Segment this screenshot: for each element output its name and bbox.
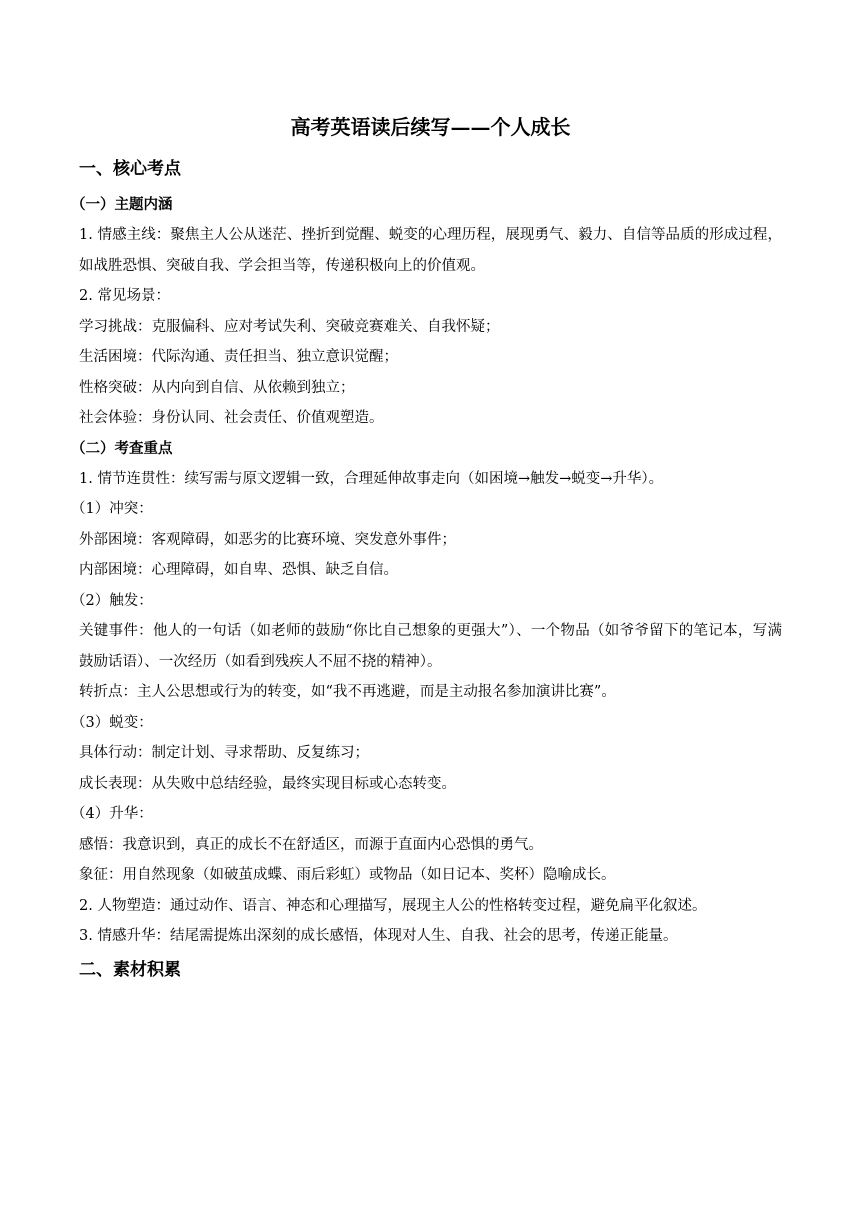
- section-heading-material-accumulation: 二、素材积累: [79, 959, 181, 980]
- subsection-heading-theme: （一）主题内涵: [71, 196, 173, 213]
- paragraph-life-difficulty: 生活困境：代际沟通、责任担当、独立意识觉醒；: [79, 349, 398, 365]
- paragraph-external-difficulty: 外部困境：客观障碍，如恶劣的比赛环境、突发意外事件；: [79, 531, 456, 548]
- paragraph-symbolism: 象征：用自然现象（如破茧成蝶、雨后彩虹）或物品（如日记本、奖杯）隐喻成长。: [79, 867, 616, 883]
- paragraph-internal-difficulty: 内部困境：心理障碍，如自卑、恐惧、缺乏自信。: [79, 562, 398, 578]
- paragraph-character-shaping: 2. 人物塑造：通过动作、语言、神态和心理描写，展现主人公的性格转变过程，避免扁平化叙述。: [79, 897, 707, 914]
- paragraph-social-experience: 社会体验：身份认同、社会责任、价值观塑造。: [79, 410, 384, 426]
- paragraph-emotional-sublimation: 3. 情感升华：结尾需提炼出深刻的成长感悟，体现对人生、自我、社会的思考，传递正能量。: [79, 928, 678, 944]
- paragraph-plot-coherence: 1. 情节连贯性：续写需与原文逻辑一致，合理延伸故事走向（如困境→触发→蜕变→升华）。: [79, 470, 664, 487]
- paragraph-key-event: 关键事件：他人的一句话（如老师的鼓励“你比自己想象的更强大”）、一个物品（如爷爷留下的笔记本，写满鼓励话语）、一次经历（如看到残疾人不屈不挠的精神）。: [79, 623, 782, 670]
- subpoint-conflict: （1）冲突：: [71, 501, 153, 517]
- paragraph-growth-performance: 成长表现：从失败中总结经验，最终实现目标或心态转变。: [79, 775, 456, 792]
- paragraph-realization: 感悟：我意识到，真正的成长不在舒适区，而源于直面内心恐惧的勇气。: [79, 836, 543, 853]
- subpoint-trigger: （2）触发：: [71, 592, 153, 609]
- section-heading-core-points: 一、核心考点: [79, 159, 181, 179]
- subpoint-transformation: （3）蜕变：: [71, 714, 153, 731]
- paragraph-common-scenes: 2. 常见场景：: [79, 288, 170, 304]
- paragraph-study-challenge: 学习挑战：克服偏科、应对考试失利、突破竞赛难关、自我怀疑；: [79, 318, 500, 335]
- paragraph-emotional-mainline: 1. 情感主线：聚焦主人公从迷茫、挫折到觉醒、蜕变的心理历程，展现勇气、毅力、自信等品质的形成过程，如战胜恐惧、突破自我、学会担当等，传递积极向上的价值观。: [79, 227, 782, 274]
- paragraph-turning-point: 转折点：主人公思想或行为的转变，如“我不再逃避，而是主动报名参加演讲比赛”。: [79, 684, 616, 700]
- paragraph-concrete-actions: 具体行动：制定计划、寻求帮助、反复练习；: [79, 745, 369, 761]
- subpoint-sublimation: （4）升华：: [71, 806, 153, 822]
- subsection-heading-key-points: （二）考查重点: [71, 439, 173, 457]
- document-title: 高考英语读后续写——个人成长: [290, 115, 571, 139]
- paragraph-character-breakthrough: 性格突破：从内向到自信、从依赖到独立；: [79, 379, 355, 396]
